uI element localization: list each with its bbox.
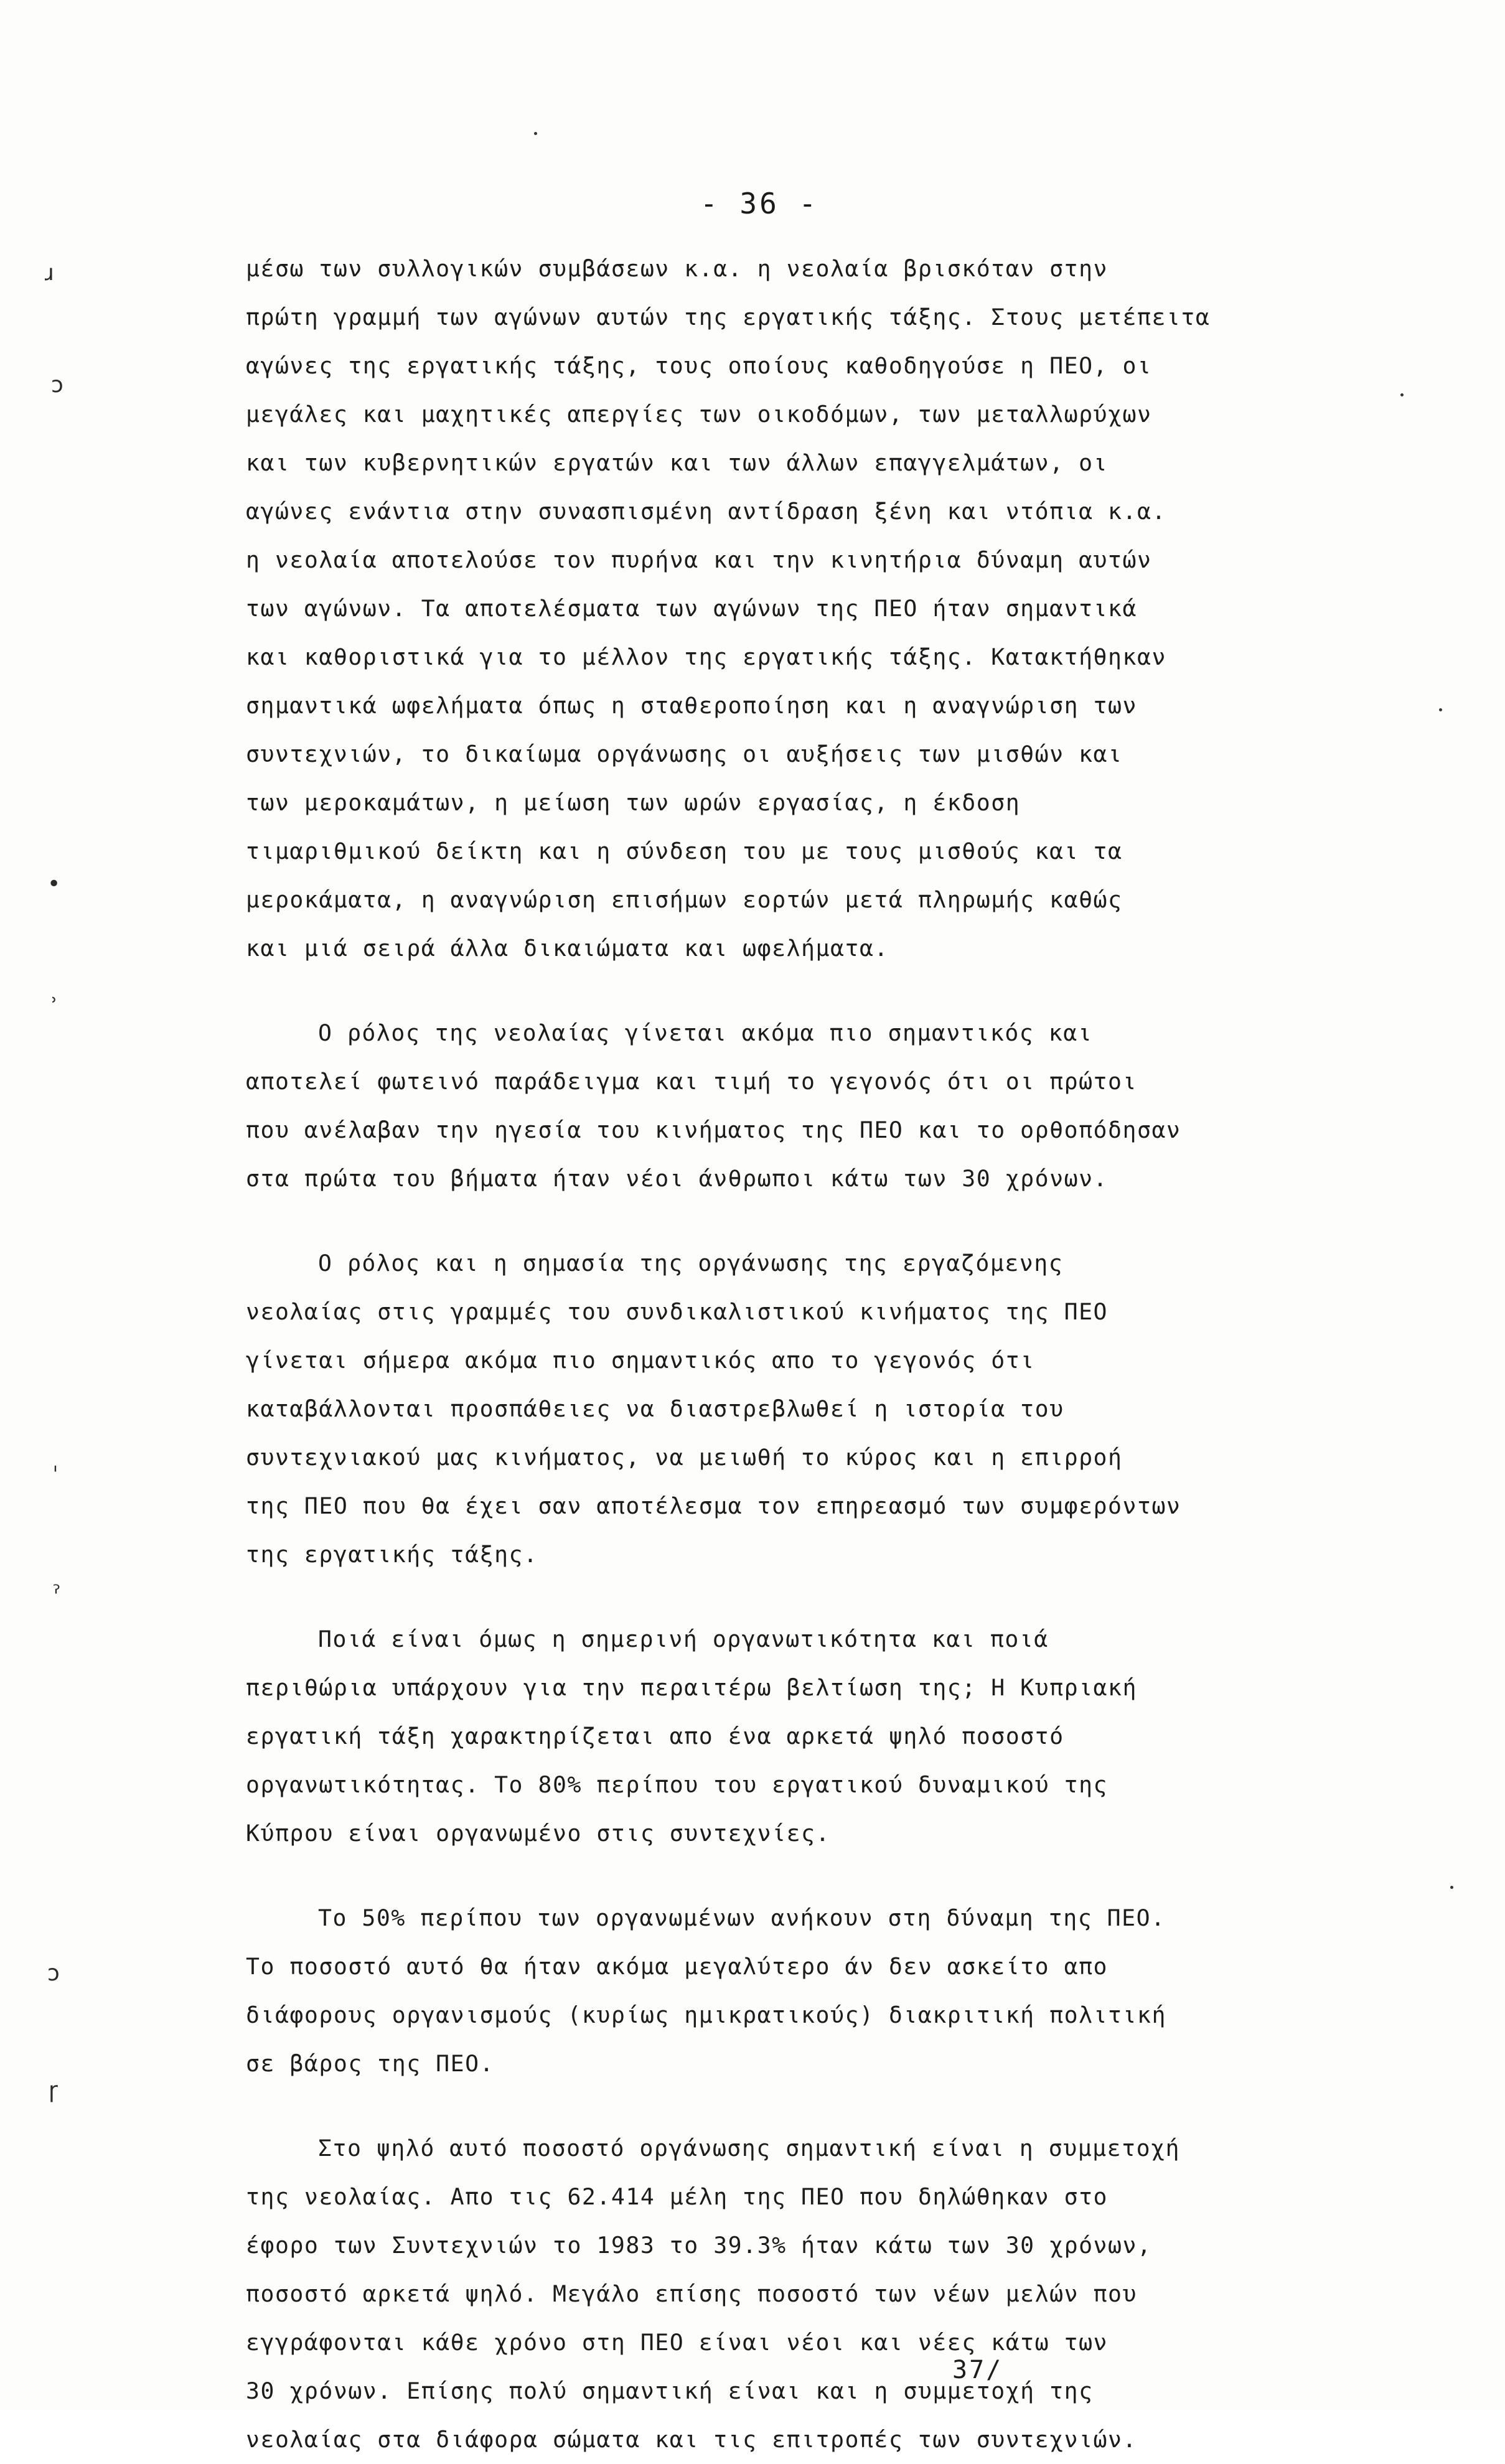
text-line: της ΠΕΟ που θα έχει σαν αποτέλεσμα τον επηρεασμό των συμφερόντων	[246, 1492, 1181, 1519]
text-line: συντεχνιών, το δικαίωμα οργάνωσης οι αυξήσεις των μισθών και	[246, 741, 1123, 767]
text-line: Στο ψηλό αυτό ποσοστό οργάνωσης σημαντική είναι η συμμετοχή	[318, 2135, 1181, 2162]
scan-speck	[1400, 393, 1404, 396]
text-line: η νεολαία αποτελούσε τον πυρήνα και την κινητήρια δύναμη αυτών	[246, 546, 1152, 573]
margin-scan-mark: ͻ	[51, 372, 63, 398]
margin-scan-mark: ɔ	[47, 1960, 60, 1986]
text-line: εργατική τάξη χαρακτηρίζεται απο ένα αρκετά ψηλό ποσοστό	[246, 1723, 1064, 1750]
margin-scan-mark: ˀ	[52, 1581, 61, 1606]
paragraph-3	[246, 1239, 1453, 1579]
text-line: και των κυβερνητικών εργατών και των άλλων επαγγελμάτων, οι	[246, 449, 1109, 476]
text-line: νεολαίας στα διάφορα σώματα και τις επιτροπές των συντεχνιών.	[246, 2426, 1137, 2453]
text-line: πρώτη γραμμή των αγώνων αυτών της εργατικής τάξης. Στους μετέπειτα	[246, 304, 1211, 330]
text-line: της εργατικής τάξης.	[246, 1541, 538, 1568]
text-line: μεγάλες και μαχητικές απεργίες των οικοδόμων, των μεταλλωρύχων	[246, 401, 1152, 428]
paragraph-5	[246, 1894, 1453, 2088]
page-number: - 36 -	[700, 187, 819, 220]
text-line: έφορο των Συντεχνιών το 1983 το 39.3% ήταν κάτω των 30 χρόνων,	[246, 2232, 1152, 2259]
text-line: γίνεται σήμερα ακόμα πιο σημαντικός απο το γεγονός ότι	[246, 1347, 1035, 1374]
margin-bullet-mark: •	[47, 871, 61, 897]
text-line: που ανέλαβαν την ηγεσία του κινήματος της ΠΕΟ και το ορθοπόδησαν	[246, 1117, 1181, 1143]
text-line: τιμαριθμικού δείκτη και η σύνδεση του με τους μισθούς και τα	[246, 838, 1123, 864]
text-line: Το ποσοστό αυτό θα ήταν ακόμα μεγαλύτερο άν δεν ασκείτο απο	[246, 1953, 1109, 1980]
text-line: 30 χρόνων. Επίσης πολύ σημαντική είναι και η συμμετοχή της	[246, 2377, 1094, 2404]
text-line: σημαντικά ωφελήματα όπως η σταθεροποίηση και η αναγνώριση των	[246, 692, 1137, 719]
paragraph-6	[246, 2124, 1453, 2464]
text-line: της νεολαίας. Απο τις 62.414 μέλη της ΠΕΟ που δηλώθηκαν στο	[246, 2183, 1109, 2210]
text-line: Ο ρόλος της νεολαίας γίνεται ακόμα πιο σημαντικός και	[318, 1019, 1093, 1046]
text-line: Ποιά είναι όμως η σημερινή οργανωτικότητα και ποιά	[318, 1626, 1049, 1652]
scan-speck	[534, 132, 537, 135]
continuation-marker: 37/	[952, 2356, 1003, 2384]
text-line: νεολαίας στις γραμμές του συνδικαλιστικού κινήματος της ΠΕΟ	[246, 1298, 1109, 1325]
text-line: των αγώνων. Τα αποτελέσματα των αγώνων της ΠΕΟ ήταν σημαντικά	[246, 595, 1137, 622]
text-line: και μιά σειρά άλλα δικαιώματα και ωφελήματα.	[246, 935, 889, 962]
text-line: και καθοριστικά για το μέλλον της εργατικής τάξης. Κατακτήθηκαν	[246, 644, 1166, 670]
text-line: εγγράφονται κάθε χρόνο στη ΠΕΟ είναι νέοι και νέες κάτω των	[246, 2329, 1109, 2356]
text-line: καταβάλλονται προσπάθειες να διαστρεβλωθεί η ιστορία του	[246, 1395, 1064, 1422]
text-line: Το 50% περίπου των οργανωμένων ανήκουν στη δύναμη της ΠΕΟ.	[318, 1904, 1166, 1931]
text-line: οργανωτικότητας. Το 80% περίπου του εργατικού δυναμικού της	[246, 1771, 1109, 1798]
text-line: των μεροκαμάτων, η μείωση των ωρών εργασίας, η έκδοση	[246, 789, 1021, 816]
text-line: αγώνες της εργατικής τάξης, τους οποίους καθοδηγούσε η ΠΕΟ, οι	[246, 352, 1152, 379]
margin-scan-mark: ˒	[51, 988, 59, 1014]
text-line: Ο ρόλος και η σημασία της οργάνωσης της εργαζόμενης	[318, 1250, 1064, 1277]
paragraph-4	[246, 1615, 1453, 1858]
scan-speck	[1439, 708, 1442, 711]
text-line: διάφορους οργανισμούς (κυρίως ημικρατικούς) διακριτική πολιτική	[246, 2002, 1166, 2028]
text-line: αγώνες ενάντια στην συνασπισμένη αντίδραση ξένη και ντόπια κ.α.	[246, 498, 1166, 525]
paragraph-2	[246, 1009, 1453, 1203]
text-line: περιθώρια υπάρχουν για την περαιτέρω βελτίωση της; Η Κυπριακή	[246, 1674, 1137, 1701]
text-line: αποτελεί φωτεινό παράδειγμα και τιμή το γεγονός ότι οι πρώτοι	[246, 1068, 1137, 1095]
margin-scan-mark: ˈ	[52, 1463, 59, 1488]
margin-scan-mark: ɼ	[49, 2078, 58, 2103]
text-line: ποσοστό αρκετά ψηλό. Μεγάλο επίσης ποσοστό των νέων μελών που	[246, 2280, 1137, 2307]
text-line: μεροκάματα, η αναγνώριση επισήμων εορτών μετά πληρωμής καθώς	[246, 886, 1123, 913]
margin-scan-mark: ɹ	[45, 260, 54, 286]
text-line: σε βάρος της ΠΕΟ.	[246, 2050, 495, 2077]
text-line: στα πρώτα του βήματα ήταν νέοι άνθρωποι κάτω των 30 χρόνων.	[246, 1165, 1109, 1192]
document-body	[246, 245, 1453, 2464]
scan-speck	[1450, 1886, 1453, 1889]
text-line: συντεχνιακού μας κινήματος, να μειωθή το κύρος και η επιρροή	[246, 1444, 1123, 1471]
text-line: Κύπρου είναι οργανωμένο στις συντεχνίες.	[246, 1820, 830, 1847]
paragraph-1	[246, 245, 1453, 973]
text-line: μέσω των συλλογικών συμβάσεων κ.α. η νεολαία βρισκόταν στην	[246, 255, 1109, 282]
